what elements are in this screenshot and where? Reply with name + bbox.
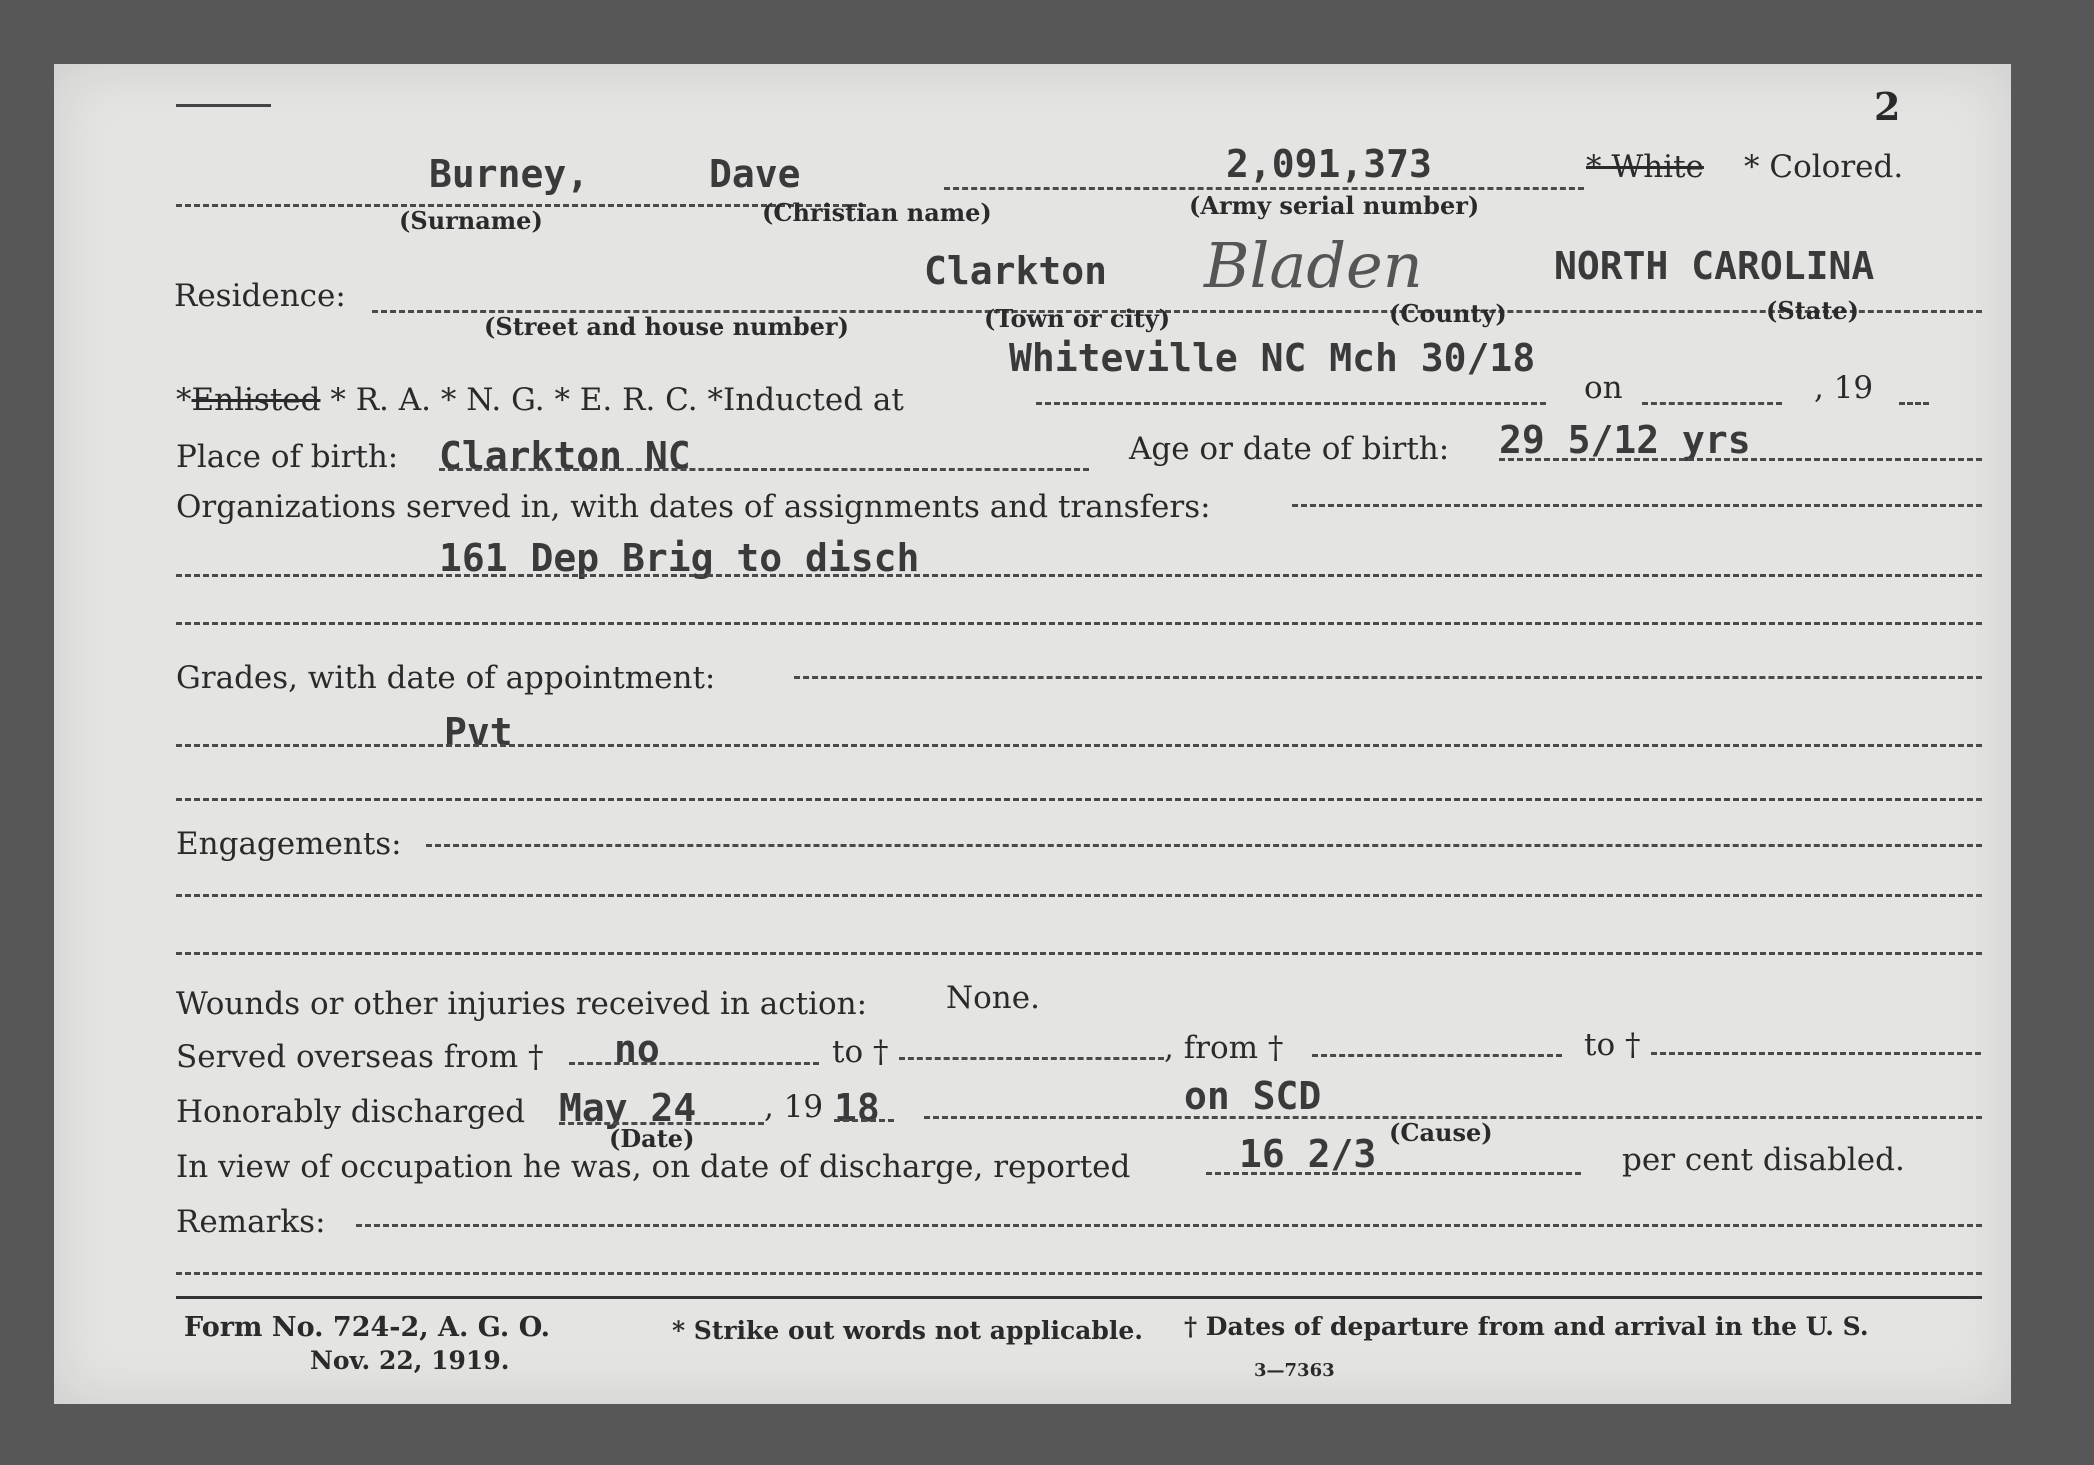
- race-colored-option: * Colored.: [1744, 149, 1904, 185]
- engagements-label: Engagements:: [176, 826, 402, 862]
- grades-label: Grades, with date of appointment:: [176, 660, 716, 696]
- overseas-to-label: to †: [832, 1034, 889, 1070]
- inducted-label: *Inducted at: [707, 382, 904, 418]
- ra-option: * R. A.: [330, 382, 431, 418]
- corner-rule: [176, 104, 271, 107]
- serial-number-value: 2,091,373: [1226, 142, 1432, 186]
- occupation-label: In view of occupation he was, on date of discharge, reported: [176, 1149, 1131, 1185]
- wounds-label: Wounds or other injuries received in action:: [176, 986, 868, 1022]
- town-value: Clarkton: [924, 249, 1108, 293]
- print-code: 3—7363: [1254, 1360, 1335, 1381]
- county-value: Bladen: [1204, 229, 1423, 302]
- year-prefix: , 19: [1814, 370, 1874, 406]
- christian-name-value: Dave: [709, 152, 801, 196]
- organizations-label: Organizations served in, with dates of assignments and transfers:: [176, 489, 1211, 525]
- discharge-cause-value: on SCD: [1184, 1074, 1322, 1118]
- residence-label: Residence:: [174, 278, 346, 314]
- place-of-birth-value: Clarkton NC: [439, 434, 691, 478]
- disabled-label: per cent disabled.: [1622, 1142, 1905, 1178]
- on-label: on: [1584, 370, 1623, 406]
- discharged-label: Honorably discharged: [176, 1094, 526, 1130]
- form-date: Nov. 22, 1919.: [310, 1346, 510, 1375]
- overseas-from-value: no: [614, 1027, 660, 1071]
- state-label: (State): [1766, 296, 1860, 325]
- surname-value: Burney,: [429, 152, 590, 196]
- disability-value: 16 2/3: [1239, 1132, 1377, 1176]
- wounds-value: None.: [946, 980, 1040, 1016]
- age-label: Age or date of birth:: [1129, 431, 1450, 467]
- remarks-label: Remarks:: [176, 1204, 326, 1240]
- discharge-date-value: May 24: [559, 1086, 697, 1130]
- organizations-value: 161 Dep Brig to disch: [439, 536, 920, 580]
- date-label: (Date): [609, 1124, 695, 1153]
- place-of-birth-label: Place of birth:: [176, 439, 399, 475]
- form-number: Form No. 724-2, A. G. O.: [184, 1312, 551, 1343]
- inducted-value: Whiteville NC Mch 30/18: [1009, 336, 1536, 380]
- discharge-year-value: 18: [834, 1086, 880, 1130]
- cause-label: (Cause): [1389, 1118, 1493, 1147]
- serial-number-label: (Army serial number): [1189, 191, 1480, 220]
- county-label: (County): [1389, 299, 1507, 328]
- surname-label: (Surname): [399, 206, 543, 235]
- dagger-note: † Dates of departure from and arrival in the U. S.: [1184, 1312, 1869, 1341]
- erc-option: * E. R. C.: [554, 382, 698, 418]
- street-label: (Street and house number): [484, 312, 849, 341]
- overseas-to2-label: to †: [1584, 1027, 1641, 1063]
- state-value: NORTH CAROLINA: [1554, 244, 1875, 288]
- christian-name-label: (Christian name): [762, 198, 992, 227]
- ng-option: * N. G.: [440, 382, 545, 418]
- strike-note: * Strike out words not applicable.: [672, 1316, 1143, 1345]
- race-white-option: * White: [1586, 149, 1704, 185]
- footer-rule: [176, 1296, 1982, 1299]
- town-label: (Town or city): [984, 304, 1171, 333]
- record-card: 2 Burney, Dave (Surname) (Christian name) 2,091,373 (Army serial number) * White * Colored. Residence: Clarkton Bladen NORTH CAROLINA (Street and house number) (Town or city) (County) (State) *Enlisted * R. A. * N. G. * E. R. C. *Inducted at Whiteville NC Mch 30/18 on , 19 Place of birth: Clarkton NC Age or date of birth: 29 5/12 yrs Organizations served in, with dates of assignments and transfers: 161 Dep Brig to disch Grades, with date of appointment: Pvt Engagements: Wounds or other injuries received in action: None. Served overseas from † no to † , from † to † Honorably discharged May 24 (Date) , 19 18 on SCD (Cause) In view of occupation he was, on date of discharge, reported 16 2/3 per cent disabled. Remarks: Form No. 724-2, A. G. O. Nov. 22, 1919. * Strike out words not applicable. † Dates of departure from and arrival in the U. S. 3—7363: [54, 64, 2011, 1404]
- enlisted-option: Enlisted: [191, 382, 321, 418]
- overseas-from2-label: , from †: [1164, 1030, 1284, 1066]
- grade-value: Pvt: [444, 710, 513, 754]
- age-value: 29 5/12 yrs: [1499, 418, 1751, 462]
- overseas-from-label: Served overseas from †: [176, 1039, 544, 1075]
- card-number: 2: [1874, 84, 1901, 129]
- year-label: , 19: [764, 1089, 824, 1125]
